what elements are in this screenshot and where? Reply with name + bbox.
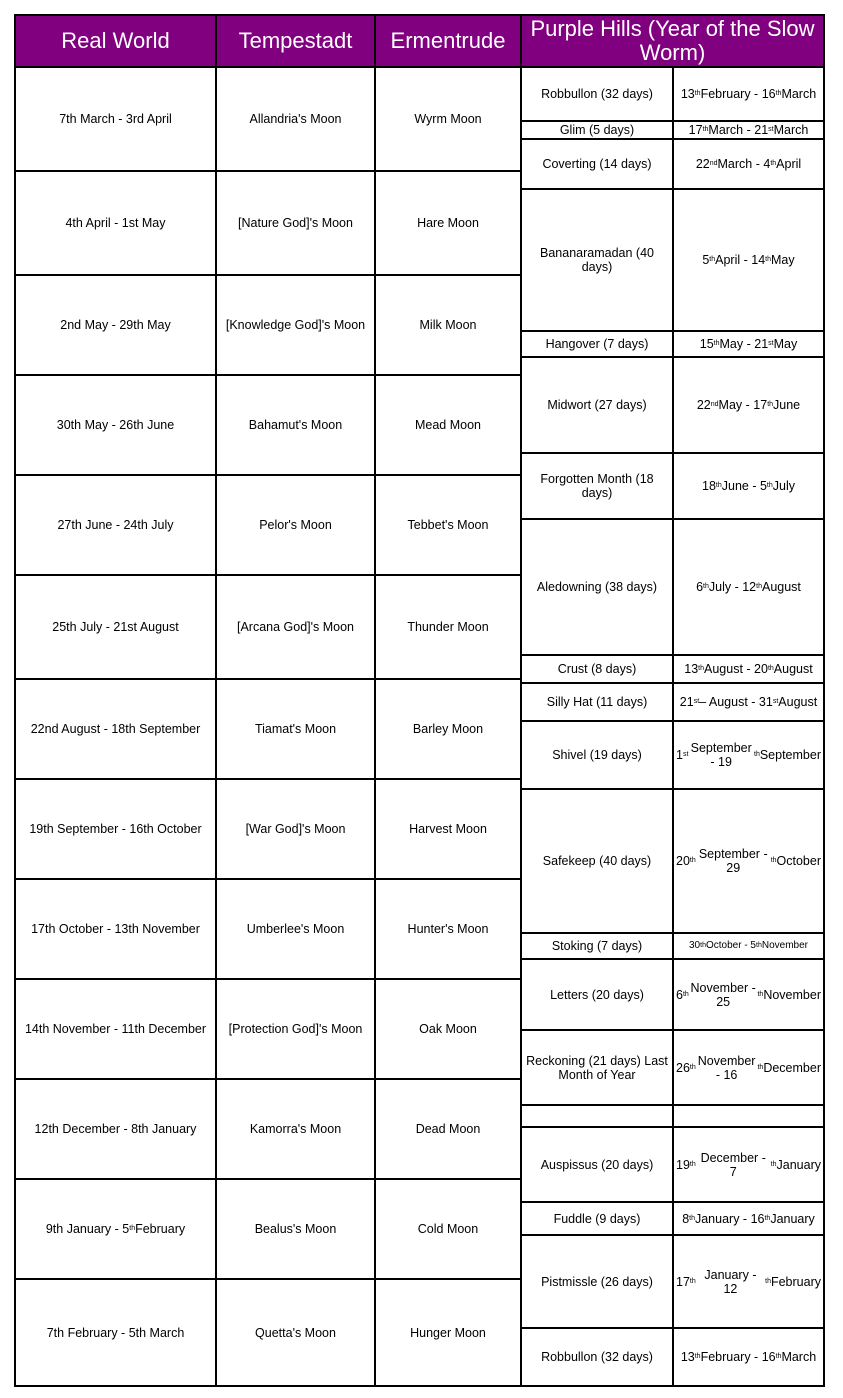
purple-hills-month-cell: Robbullon (32 days) (520, 66, 674, 122)
purple-hills-dates-cell: 26 th November - 16 th December (672, 1029, 825, 1106)
purple-hills-month-cell: Glim (5 days) (520, 120, 674, 140)
real-world-cell (14, 374, 217, 476)
date-text: 14th November - 11th December (24, 1022, 207, 1036)
real-world-cell: 9th January - 5 th February (14, 1178, 217, 1280)
date-text: March - 4 (717, 157, 771, 171)
date-text: April - 14 (715, 253, 766, 267)
date-text: September (759, 748, 821, 762)
column-tempestadt (215, 14, 376, 1385)
date-text: 13 (684, 662, 699, 676)
date-text: February - 16 (700, 87, 776, 101)
ermentrude-cell: Dead Moon (374, 1078, 522, 1180)
real-world-cell (14, 1078, 217, 1180)
purple-hills-month-cell: Aledowning (38 days) (520, 518, 674, 656)
date-text: 17th October - 13th November (31, 922, 200, 936)
real-world-cell (14, 474, 217, 576)
date-text: May (773, 337, 798, 351)
purple-hills-month-cell: Pistmissle (26 days) (520, 1234, 674, 1329)
date-text: May - 17 (718, 398, 768, 412)
purple-hills-month-cell: Robbullon (32 days) (520, 1327, 674, 1387)
date-text: 9th January - 5 (45, 1222, 130, 1236)
real-world-cell (14, 978, 217, 1080)
purple-hills-month-cell: Coverting (14 days) (520, 138, 674, 190)
purple-hills-month-cell: Auspissus (20 days) (520, 1126, 674, 1203)
purple-hills-dates-cell (672, 1104, 825, 1128)
purple-hills-month-cell: Hangover (7 days) (520, 330, 674, 358)
date-text: May (771, 253, 795, 267)
sheet-label (0, 0, 843, 1)
tempestadt-cell: [Knowledge God]'s Moon (215, 274, 376, 376)
purple-hills-dates-cell: 20 th September - 29 th October (672, 788, 825, 934)
date-text: 30th May - 26th June (56, 418, 175, 432)
header-tempestadt: Tempestadt (215, 14, 376, 68)
tempestadt-cell: [Nature God]'s Moon (215, 170, 376, 276)
date-text: March (781, 87, 817, 101)
ermentrude-cell: Milk Moon (374, 274, 522, 376)
column-real-world (14, 14, 217, 1385)
real-world-cell (14, 678, 217, 780)
date-text: 4th April - 1st May (65, 216, 166, 230)
date-text: 13 (680, 87, 695, 101)
header-ermentrude: Ermentrude (374, 14, 522, 68)
purple-hills-month-cell: Forgotten Month (18 days) (520, 452, 674, 520)
date-text: 15 (699, 337, 714, 351)
purple-hills-month-cell: Bananaramadan (40 days) (520, 188, 674, 332)
date-text: 8 (682, 1211, 690, 1226)
date-text: August (773, 662, 813, 676)
purple-hills-month-cell: Shivel (19 days) (520, 720, 674, 790)
date-text: 7th March - 3rd April (59, 112, 172, 126)
purple-hills-month-cell: Fuddle (9 days) (520, 1201, 674, 1236)
ermentrude-cell: Wyrm Moon (374, 66, 522, 172)
date-text: 20 (676, 854, 690, 868)
column-ermentrude (374, 14, 522, 1385)
tempestadt-cell: Umberlee's Moon (215, 878, 376, 980)
header-real-world: Real World (14, 14, 217, 68)
date-text: 18 (702, 479, 716, 493)
date-text: 2nd May - 29th May (60, 318, 171, 332)
real-world-cell (14, 778, 217, 880)
date-text: 21 (679, 695, 694, 709)
date-text: 26 (676, 1060, 690, 1075)
date-text: 22 (696, 398, 711, 412)
tempestadt-cell: Pelor's Moon (215, 474, 376, 576)
date-text: June - 5 (721, 479, 767, 493)
date-text: 19th September - 16th October (29, 822, 202, 836)
purple-hills-dates-cell: 30 th October - 5 th November (672, 932, 825, 960)
real-world-cell (14, 574, 217, 680)
purple-hills-dates-cell: 13 th February - 16 th March (672, 1327, 825, 1387)
date-text: January - 12 (704, 1267, 757, 1296)
date-text: February (135, 1222, 186, 1236)
purple-hills-dates-cell: 8 th January - 16 th January (672, 1201, 825, 1236)
date-text: 19 (676, 1157, 690, 1172)
date-text: March (773, 123, 809, 137)
tempestadt-cell: [Protection God]'s Moon (215, 978, 376, 1080)
calendar-table (14, 14, 825, 1385)
tempestadt-cell: Bealus's Moon (215, 1178, 376, 1280)
ermentrude-cell: Mead Moon (374, 374, 522, 476)
purple-hills-dates-cell: 6 th July - 12 th August (672, 518, 825, 656)
real-world-cell (14, 170, 217, 276)
purple-hills-dates-cell: 22 nd March - 4 th April (672, 138, 825, 190)
date-text: September - 19 (690, 741, 752, 769)
real-world-cell (14, 66, 217, 172)
purple-hills-dates-cell: 15 th May - 21 st May (672, 330, 825, 358)
purple-hills-dates-cell: 21 st – August - 31 st August (672, 682, 825, 722)
purple-hills-month-cell: Stoking (7 days) (520, 932, 674, 960)
date-text: July - 12 (708, 580, 757, 594)
purple-hills-month-cell: Crust (8 days) (520, 654, 674, 684)
date-text: July (772, 479, 795, 493)
ermentrude-cell: Cold Moon (374, 1178, 522, 1280)
date-text: 5 (702, 253, 710, 267)
purple-hills-month-cell: Midwort (27 days) (520, 356, 674, 454)
real-world-cell (14, 878, 217, 980)
ermentrude-cell: Hare Moon (374, 170, 522, 276)
date-text: January (770, 1211, 815, 1226)
ermentrude-cell: Tebbet's Moon (374, 474, 522, 576)
date-text: August (761, 580, 801, 594)
date-text: October (776, 854, 821, 868)
purple-hills-dates-cell: 17 th January - 12 th February (672, 1234, 825, 1329)
date-text: 17 (688, 123, 703, 137)
purple-hills-dates-cell: 5 th April - 14 th May (672, 188, 825, 332)
date-text: June (773, 398, 801, 412)
date-text: November (763, 987, 821, 1002)
date-text: December - 7 (700, 1150, 766, 1179)
purple-hills-month-cell (520, 1104, 674, 1128)
tempestadt-cell: Quetta's Moon (215, 1278, 376, 1387)
date-text: – August - 31 (699, 695, 773, 709)
purple-hills-dates-cell: 6 th November - 25 th November (672, 958, 825, 1031)
ermentrude-cell: Barley Moon (374, 678, 522, 780)
date-text: September - 29 (698, 847, 768, 875)
date-text: 1 (676, 748, 683, 762)
date-text: 7th February - 5th March (46, 1325, 185, 1340)
date-text: November - 16 (697, 1053, 756, 1082)
ermentrude-cell: Oak Moon (374, 978, 522, 1080)
purple-hills-month-cell: Silly Hat (11 days) (520, 682, 674, 722)
date-text: August - 20 (704, 662, 768, 676)
purple-hills-dates-cell: 17 th March - 21 st March (672, 120, 825, 140)
purple-hills-dates-cell: 13 th August - 20 th August (672, 654, 825, 684)
tempestadt-cell: Kamorra's Moon (215, 1078, 376, 1180)
purple-hills-dates-cell: 13 th February - 16 th March (672, 66, 825, 122)
date-text: 6 (676, 987, 683, 1002)
date-text: 6 (696, 580, 704, 594)
ermentrude-cell: Harvest Moon (374, 778, 522, 880)
date-text: October - 5 (705, 940, 756, 951)
purple-hills-dates-cell: 18 th June - 5 th July (672, 452, 825, 520)
date-text: 13 (680, 1350, 695, 1364)
date-text: January (776, 1157, 821, 1172)
header-purple-hills: Purple Hills (Year of the Slow Worm) (520, 14, 825, 68)
date-text: 27th June - 24th July (57, 518, 174, 532)
purple-hills-month-cell: Letters (20 days) (520, 958, 674, 1031)
date-text: 12th December - 8th January (34, 1122, 197, 1136)
date-text: November (761, 940, 808, 951)
date-text: November - 25 (690, 980, 756, 1009)
tempestadt-cell: [War God]'s Moon (215, 778, 376, 880)
real-world-cell (14, 1278, 217, 1387)
tempestadt-cell: Tiamat's Moon (215, 678, 376, 780)
date-text: 17 (676, 1274, 690, 1289)
column-purple-hills-dates (672, 14, 825, 1385)
date-text: April (776, 157, 802, 171)
date-text: January - 16 (694, 1211, 765, 1226)
ermentrude-cell: Hunter's Moon (374, 878, 522, 980)
purple-hills-dates-cell: 22 nd May - 17 th June (672, 356, 825, 454)
purple-hills-dates-cell: 1 st September - 19 th September (672, 720, 825, 790)
date-text: 22nd August - 18th September (30, 722, 201, 736)
purple-hills-month-cell: Reckoning (21 days) Last Month of Year (520, 1029, 674, 1106)
ermentrude-cell: Hunger Moon (374, 1278, 522, 1387)
date-text: August (778, 695, 818, 709)
tempestadt-cell: [Arcana God]'s Moon (215, 574, 376, 680)
date-text: December (763, 1060, 821, 1075)
date-text: 30 (689, 940, 701, 951)
tempestadt-cell: Bahamut's Moon (215, 374, 376, 476)
tempestadt-cell: Allandria's Moon (215, 66, 376, 172)
purple-hills-month-cell: Safekeep (40 days) (520, 788, 674, 934)
date-text: February - 16 (700, 1350, 776, 1364)
date-text: February (770, 1274, 821, 1289)
date-text: March - 21 (708, 123, 769, 137)
purple-hills-dates-cell: 19 th December - 7 th January (672, 1126, 825, 1203)
real-world-cell (14, 274, 217, 376)
ermentrude-cell: Thunder Moon (374, 574, 522, 680)
column-purple-hills-name (520, 14, 674, 1385)
date-text: May - 21 (719, 337, 769, 351)
date-text: 25th July - 21st August (52, 620, 179, 634)
date-text: 22 (695, 157, 710, 171)
date-text: March (781, 1350, 817, 1364)
